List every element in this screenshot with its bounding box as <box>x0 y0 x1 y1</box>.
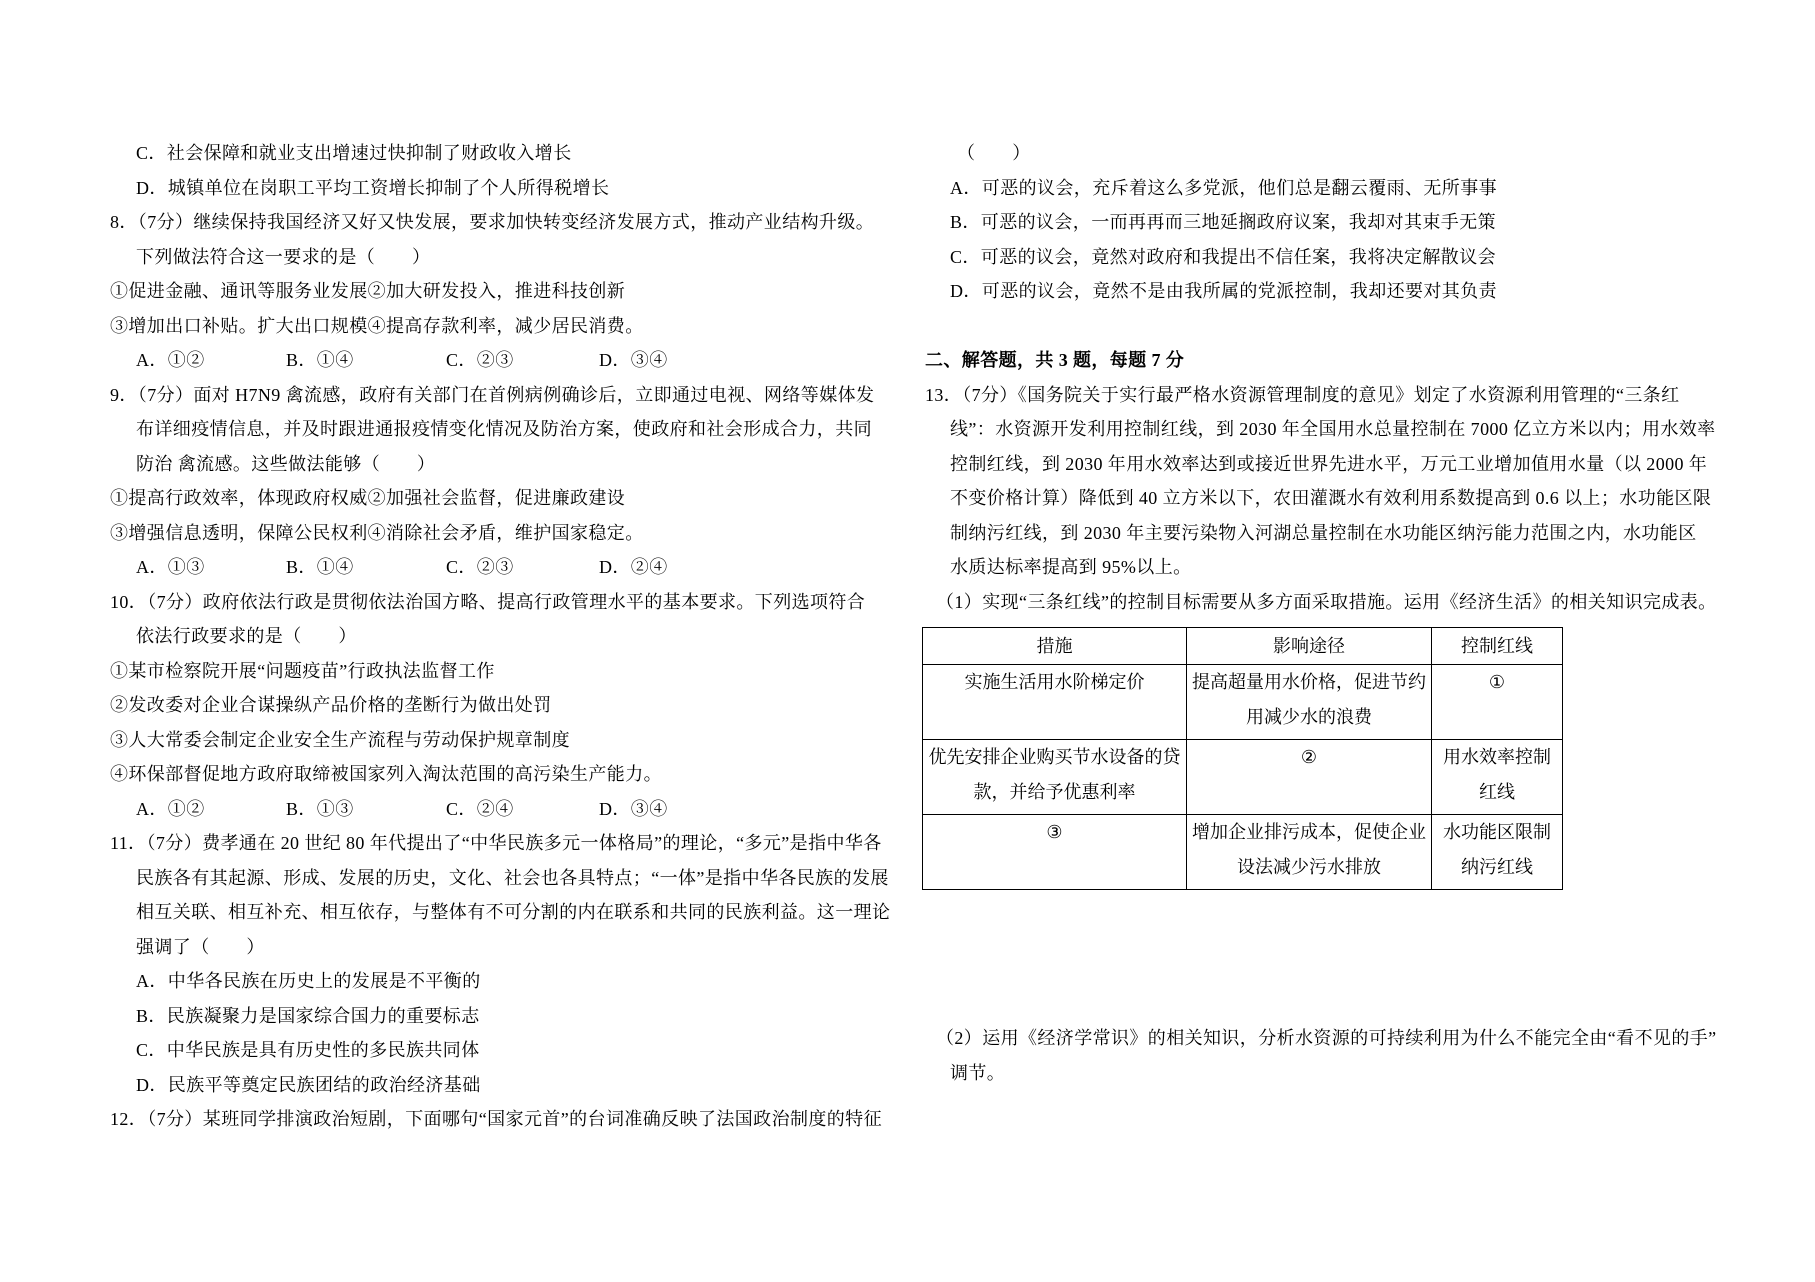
question-13-part-1: （1）实现“三条红线”的控制目标需要从多方面采取措施。运用《经济生活》的相关知识完成表。 <box>936 591 1717 612</box>
question-12-stem-line-1: 12．（7分）某班同学排演政治短剧，下面哪句“国家元首”的台词准确反映了法国政治制度的特征 <box>110 1109 882 1129</box>
question-11-choice-d: D．民族平等奠定民族团结的政治经济基础 <box>136 1074 481 1095</box>
question-12-choice-c: C．可恶的议会，竟然对政府和我提出不信任案，我将决定解散议会 <box>950 246 1497 267</box>
table-cell: 实施生活用水阶梯定价 <box>923 665 1187 740</box>
question-10-choice-c: C．②④ <box>446 798 514 819</box>
question-8-statements-line-1: ①促进金融、通讯等服务业发展②加大研发投入，推进科技创新 <box>110 281 626 301</box>
question-13-stem-line-4: 不变价格计算）降低到 40 立方米以下，农田灌溉水有效利用系数提高到 0.6 以上；水功能区限 <box>950 488 1712 508</box>
question-8-choices <box>110 343 910 378</box>
table-cell: ③ <box>923 815 1187 890</box>
question-13-stem-line-3: 控制红线，到 2030 年用水效率达到或接近世界先进水平，万元工业增加值用水量（以 2000 年 <box>950 453 1708 474</box>
question-13-stem-line-2: 线”：水资源开发利用控制红线，到 2030 年全国用水总量控制在 7000 亿立方米以内；用水效率 <box>950 419 1716 439</box>
question-9-stem-line-3: 防治 禽流感。这些做法能够（ ） <box>136 453 436 474</box>
table-cell: 提高超量用水价格，促进节约用减少水的浪费 <box>1187 665 1432 740</box>
question-13-part-2-line-1: （2）运用《经济学常识》的相关知识，分析水资源的可持续利用为什么不能完全由“看不见的手” <box>936 1028 1717 1048</box>
table-cell: 优先安排企业购买节水设备的贷款，并给予优惠利率 <box>923 740 1187 815</box>
table-header-redline: 控制红线 <box>1432 628 1563 665</box>
left-column <box>110 136 910 1137</box>
question-13-stem-line-1: 13．（7分）《国务院关于实行最严格水资源管理制度的意见》划定了水资源利用管理的“三条红 <box>925 384 1680 405</box>
question-13-stem-line-5: 制纳污红线，到 2030 年主要污染物入河湖总量控制在水功能区纳污能力范围之内，水功能区 <box>950 522 1697 543</box>
question-8-stem-line-1: 8．（7分）继续保持我国经济又好又快发展，要求加快转变经济发展方式，推动产业结构升级。 <box>110 212 875 232</box>
question-11-stem-line-1: 11．（7分）费孝通在 20 世纪 80 年代提出了“中华民族多元一体格局”的理论，“多元”是指中华各 <box>110 833 882 853</box>
question-8-statements-line-2: ③增加出口补贴。扩大出口规模④提高存款利率，减少居民消费。 <box>110 315 644 336</box>
question-10-choice-b: B．①③ <box>286 798 354 819</box>
question-13-stem-line-6: 水质达标率提高到 95%以上。 <box>950 557 1192 577</box>
question-11-choice-c: C．中华民族是具有历史性的多民族共同体 <box>136 1040 480 1060</box>
question-9-choices <box>110 550 910 585</box>
question-13-part-2-line-2: 调节。 <box>950 1062 1006 1083</box>
table-row <box>923 740 1563 815</box>
question-11-stem-line-3: 相互关联、相互补充、相互依存，与整体有不可分割的内在联系和共同的民族利益。这一理论 <box>136 902 891 922</box>
table-row <box>923 815 1563 890</box>
question-9-choice-a: A．①③ <box>136 557 205 577</box>
table-header-row <box>923 628 1563 665</box>
table-header-measures: 措施 <box>923 628 1187 665</box>
question-10-stem-line-2: 依法行政要求的是（ ） <box>136 626 357 646</box>
table-header-path: 影响途径 <box>1187 628 1432 665</box>
question-9-choice-d: D．②④ <box>599 557 668 577</box>
blank-line <box>925 309 1795 344</box>
question-11-stem-line-2: 民族各有其起源、形成、发展的历史，文化、社会也各具特点；“一体”是指中华各民族的发展 <box>136 867 889 888</box>
question-12-choice-b: B．可恶的议会，一而再再而三地延搁政府议案，我却对其束手无策 <box>950 212 1497 232</box>
table-cell: ① <box>1432 665 1563 740</box>
question-10-statement-4: ④环保部督促地方政府取缔被国家列入淘汰范围的高污染生产能力。 <box>110 764 662 784</box>
question-11-stem-line-4: 强调了（ ） <box>136 936 265 957</box>
table-cell: 增加企业排污成本，促使企业设法减少污水排放 <box>1187 815 1432 890</box>
measures-table <box>922 627 1563 890</box>
question-9-stem-line-2: 布详细疫情信息，并及时跟进通报疫情变化情况及防治方案，使政府和社会形成合力，共同 <box>136 419 872 439</box>
question-10-statement-2: ②发改委对企业合谋操纵产品价格的垄断行为做出处罚 <box>110 695 552 715</box>
question-11-choice-b: B．民族凝聚力是国家综合国力的重要标志 <box>136 1005 480 1026</box>
question-8-choice-a: A．①② <box>136 350 205 370</box>
question-10-choice-a: A．①② <box>136 798 205 819</box>
table-cell: ② <box>1187 740 1432 815</box>
question-8-choice-d: D．③④ <box>599 350 668 370</box>
question-9-statements-line-1: ①提高行政效率，体现政府权威②加强社会监督，促进廉政建设 <box>110 488 626 508</box>
question-10-stem-line-1: 10．（7分）政府依法行政是贯彻依法治国方略、提高行政管理水平的基本要求。下列选项符合 <box>110 591 866 612</box>
question-8-choice-c: C．②③ <box>446 350 514 370</box>
question-12-choice-a: A．可恶的议会，充斥着这么多党派，他们总是翻云覆雨、无所事事 <box>950 177 1497 198</box>
question-10-choices <box>110 792 910 827</box>
table-row <box>923 665 1563 740</box>
section-heading: 二、解答题，共 3 题，每题 7 分 <box>925 350 1185 370</box>
table-cell: 水功能区限制纳污红线 <box>1432 815 1563 890</box>
question-7-choice-d: D．城镇单位在岗职工平均工资增长抑制了个人所得税增长 <box>136 177 610 198</box>
question-7-choice-c: C．社会保障和就业支出增速过快抑制了财政收入增长 <box>136 143 572 163</box>
question-8-stem-line-2: 下列做法符合这一要求的是（ ） <box>136 246 431 267</box>
question-10-choice-d: D．③④ <box>599 798 668 819</box>
question-8-choice-b: B．①④ <box>286 350 354 370</box>
question-12-choice-d: D．可恶的议会，竟然不是由我所属的党派控制，我却还要对其负责 <box>950 281 1497 301</box>
question-9-choice-c: C．②③ <box>446 557 514 577</box>
question-9-statements-line-2: ③增强信息透明，保障公民权利④消除社会矛盾，维护国家稳定。 <box>110 522 644 543</box>
question-12-stem-line-2: （ ） <box>957 143 1031 163</box>
table-cell: 用水效率控制红线 <box>1432 740 1563 815</box>
question-10-statement-1: ①某市检察院开展“问题疫苗”行政执法监督工作 <box>110 660 495 681</box>
question-10-statement-3: ③人大常委会制定企业安全生产流程与劳动保护规章制度 <box>110 729 570 750</box>
question-11-choice-a: A．中华各民族在历史上的发展是不平衡的 <box>136 971 481 991</box>
question-9-stem-line-1: 9．（7分）面对 H7N9 禽流感，政府有关部门在首例病例确诊后，立即通过电视、网络等媒体发 <box>110 384 875 405</box>
question-9-choice-b: B．①④ <box>286 557 354 577</box>
right-column <box>925 136 1795 1090</box>
